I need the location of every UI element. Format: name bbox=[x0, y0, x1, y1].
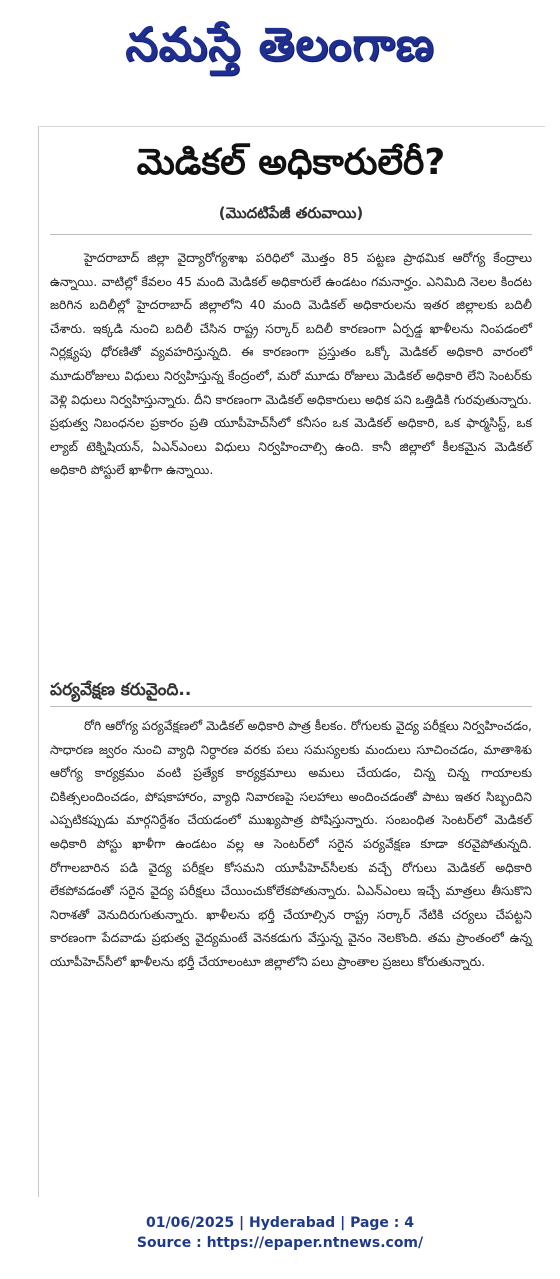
masthead bbox=[0, 8, 560, 80]
section-divider bbox=[50, 706, 532, 707]
article-continuation-note: (మొదటిపేజీ తరువాయి) bbox=[218, 204, 364, 222]
article-headline: మెడికల్ అధికారులేరీ? bbox=[136, 142, 446, 183]
article-paragraph-1: హైదరాబాద్ జిల్లా వైద్యారోగ్యశాఖ పరిధిలో మొత్తం 85 పట్టణ ప్రాథమిక ఆరోగ్య కేంద్రాలు ఉన్నాయి. వాటిల్లో కేవలం 45 మంది మెడికల్ అధికారులే ఉండటం గమనార్హం. ఎనిమిది నెలల కిందట జరిగిన బదిలీల్లో హైదరాబాద్ జిల్లాలోని 40 మంది మెడికల్ అధికారులను ఇతర జిల్లాలకు బదిలీ చేశారు. ఇక్కడి నుంచి బదిలీ చేసిన రాష్ట్ర సర్కార్ బదిలీ కారణంగా ఏర్పడ్డ ఖాళీలను నింపడంలో నిర్లక్ష్యపు ధోరణితో వ్యవహరిస్తున్నది. ఈ కారణంగా ప్రస్తుతం ఒక్కో మెడికల్ అధికారి వారంలో మూడురోజులు విధులు నిర్వహిస్తున్న కేంద్రంలో, మరో మూడు రోజులు మెడికల్ అధికారి లేని సెంటర్‌కు వెళ్లి విధులు నిర్వహిస్తున్నారు. దీని కారణంగా మెడికల్ అధికారులు అధిక పని ఒత్తిడికి గురవుతున్నారు. ప్రభుత్వ నిబంధనల ప్రకారం ప్రతి యూపీహెచ్‌సీలో కనీసం ఒక మెడికల్ అధికారి, ఒక ఫార్మసిస్ట్, ఒక ల్యాబ్ టెక్నిషియన్, ఏఎన్ఎంలు విధులు నిర్వహించాల్సి ఉంది. కానీ జిల్లాలో కీలకమైన మెడికల్ అధికారి పోస్టులే ఖాళీగా ఉన్నాయి. bbox=[50, 250, 532, 478]
page-footer bbox=[0, 1213, 560, 1253]
newspaper-logo: నమస్తే తెలంగాణ bbox=[125, 17, 435, 71]
source-link[interactable]: Source : https://epaper.ntnews.com/ bbox=[136, 1235, 424, 1251]
section-heading: పర్యవేక్షణ కరువైంది.. bbox=[50, 680, 192, 700]
subhead-divider bbox=[50, 234, 532, 235]
edition-info: 01/06/2025 | Hyderabad | Page : 4 bbox=[145, 1215, 415, 1231]
article-paragraph-2: రోగి ఆరోగ్య పర్యవేక్షణలో మెడికల్ అధికారి పాత్ర కీలకం. రోగులకు వైద్య పరీక్షలు నిర్వహించడం, సాధారణ జ్వరం నుంచి వ్యాధి నిర్ధారణ వరకు పలు సమస్యలకు మందులు సూచించడం, మాతాశిశు ఆరోగ్య కార్యక్రమం వంటి ప్రత్యేక కార్యక్రమాలు అమలు చేయడం, చిన్న చిన్న గాయాలకు చికిత్సలందించడం, పోషకాహారం, వ్యాధి నివారణపై సలహాలు అందించడంతో పాటు ఇతర సిబ్బందిని ఎప్పటికప్పుడు మార్గనిర్దేశం చేయడంలో ముఖ్యపాత్ర పోషిస్తున్నారు. సంబంధిత సెంటర్‌లో మెడికల్ అధికారి పోస్టు ఖాళీగా ఉండటం వల్ల ఆ సెంటర్‌లో సరైన పర్యవేక్షణ కూడా కరవైపోతున్నది. రోగాలబారిన పడి వైద్య పరీక్షల కోసమని యూపీహెచ్‌సీలకు వచ్చే రోగులు మెడికల్ అధికారి లేకపోవడంతో సరైన వైద్య పరీక్షలు చేయించుకోలేకపోతున్నారు. ఏఎన్ఎంలు ఇచ్చే మాత్రలు తీసుకొని నిరాశతో వెనుదిరుగుతున్నారు. ఖాళీలను భర్తీ చేయాల్సిన రాష్ట్ర సర్కార్ నేటికి చర్యలు చేపట్టని కారణంగా పేదవాడు ప్రభుత్వ వైద్యమంటే వెనకడుగు వేస్తున్న వైనం నెలకొంది. తమ ప్రాంతంలో ఉన్న యూపీహెచ్‌సీలో ఖాళీలను భర్తీ చేయాలంటూ జిల్లాలోని పలు ప్రాంతాల ప్రజలు కోరుతున్నారు. bbox=[50, 718, 532, 969]
